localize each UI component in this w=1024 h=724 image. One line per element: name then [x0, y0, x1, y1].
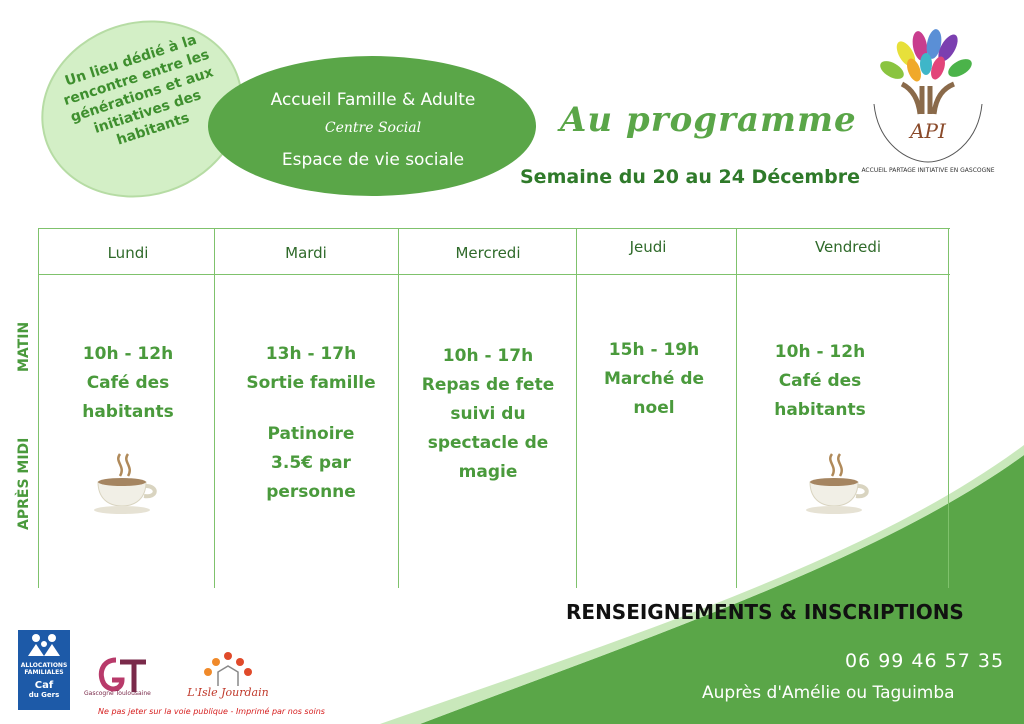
grid-header-line [38, 274, 950, 275]
gt-name: Gascogne Toulousaine [84, 690, 151, 697]
afternoon-label: APRÈS MIDI [16, 437, 32, 530]
cell-line: 15h - 19h [608, 340, 700, 360]
api-ring-text: ACCUEIL PARTAGE INITIATIVE EN GASCOGNE [861, 167, 995, 174]
page-title: Au programme [560, 100, 857, 140]
isle-jourdain-logo [178, 646, 278, 702]
caf-logo [18, 630, 70, 710]
cell-line: Repas de fete [421, 375, 555, 395]
center-title: Accueil Famille & Adulte [270, 90, 476, 110]
caf-text: du Gers [28, 691, 60, 699]
cell-line: suivi du [450, 404, 526, 424]
cell-line: Patinoire [267, 424, 355, 444]
coffee-cup-icon [90, 450, 162, 516]
api-logo [858, 26, 998, 176]
day-header-mercredi: Mercredi [455, 244, 521, 262]
cell-line: Café des [86, 373, 170, 393]
cell-line: 10h - 12h [82, 344, 174, 364]
week-subtitle: Semaine du 20 au 24 Décembre [520, 166, 861, 188]
day-header-lundi: Lundi [107, 244, 149, 262]
caf-text: Caf [34, 680, 54, 691]
cell-line: habitants [82, 402, 174, 422]
caf-family-icon [18, 630, 70, 660]
cell-mercredi [406, 342, 570, 487]
cell-line: habitants [774, 400, 866, 420]
cell-line: 3.5€ par [271, 453, 351, 473]
cell-line: 10h - 17h [442, 346, 534, 366]
cell-mardi [226, 340, 396, 507]
cell-lundi [48, 340, 208, 427]
grid-top-line [38, 228, 950, 229]
phone-number: 06 99 46 57 35 [845, 650, 1005, 672]
cell-vendredi [740, 338, 900, 425]
tree-leaves-icon [877, 28, 975, 83]
cell-line: Café des [778, 371, 862, 391]
tagline-text: Un lieu dédié à la rencontre entre les générations et aux initiatives des habitants [61, 31, 216, 149]
morning-label: MATIN [16, 321, 32, 372]
schedule-grid [38, 228, 950, 588]
cell-line [226, 398, 396, 420]
cell-line: noel [633, 398, 675, 418]
cell-jeudi [574, 336, 734, 423]
cell-line: 10h - 12h [774, 342, 866, 362]
contact-names: Auprès d'Amélie ou Taguimba [702, 683, 955, 703]
cell-line: 13h - 17h [265, 344, 357, 364]
center-subtitle: Centre Social [324, 120, 422, 136]
grid-col-line [736, 228, 737, 588]
day-header-jeudi: Jeudi [629, 238, 667, 256]
day-header-mardi: Mardi [285, 244, 327, 262]
grid-col-line [398, 228, 399, 588]
cell-line: Marché de [603, 369, 705, 389]
day-header-vendredi: Vendredi [814, 238, 882, 256]
isle-text: L'Isle Jourdain [187, 686, 269, 699]
center-line: Espace de vie sociale [281, 150, 465, 170]
api-letters: API [910, 119, 946, 143]
caf-text: ALLOCATIONS [20, 662, 68, 669]
cell-line: Sortie famille [246, 373, 376, 393]
cell-line: personne [266, 482, 356, 502]
caf-text: FAMILIALES [24, 669, 64, 676]
cell-line: magie [458, 462, 518, 482]
footer-note: Ne pas jeter sur la voie publique - Imprimé par nos soins [98, 707, 325, 716]
cell-line: spectacle de [427, 433, 549, 453]
grid-col-line [948, 228, 949, 588]
info-title: RENSEIGNEMENTS & INSCRIPTIONS [566, 600, 964, 624]
grid-col-line [214, 228, 215, 588]
grid-col-line [38, 228, 39, 588]
coffee-cup-icon [802, 450, 874, 516]
